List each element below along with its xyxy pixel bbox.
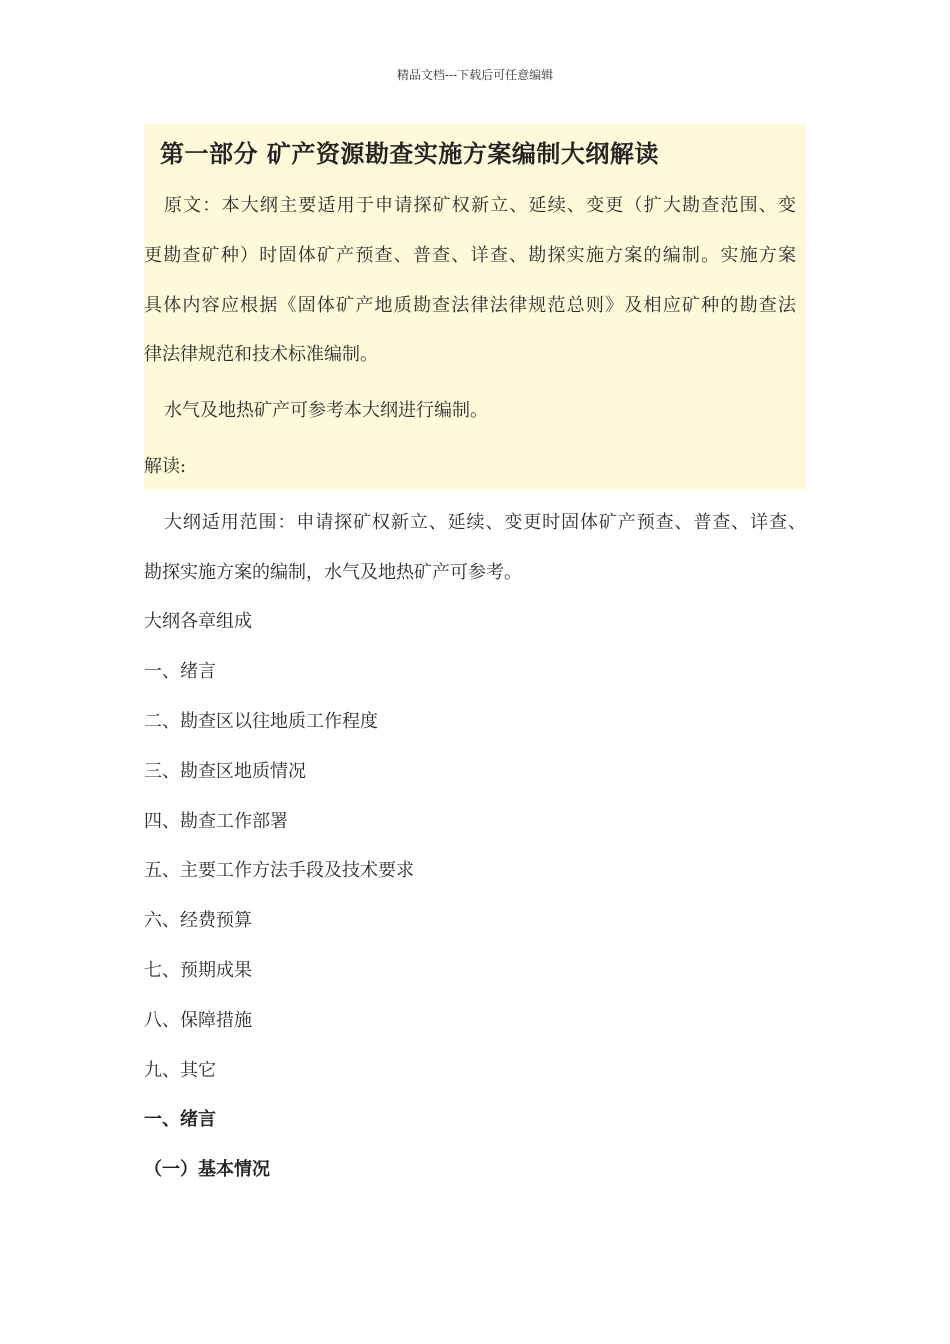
page-title: 第一部分 矿产资源勘查实施方案编制大纲解读 [160,139,659,168]
chapter-item: 一、绪言 [144,661,216,682]
scope-text-line-2: 勘探实施方案的编制，水气及地热矿产可参考。 [144,562,522,583]
chapter-item: 八、保障措施 [144,1010,252,1031]
original-text-line-4: 律法律规范和技术标准编制。 [144,344,378,365]
chapter-item: 九、其它 [144,1060,216,1081]
original-text-line-1: 原文：本大纲主要适用于申请探矿权新立、延续、变更（扩大勘查范围、变 [164,195,796,216]
original-text-line-2: 更勘查矿种）时固体矿产预查、普查、详查、勘探实施方案的编制。实施方案 [144,245,796,266]
chapter-item: 三、勘查区地质情况 [144,761,306,782]
chapter-item: 六、经费预算 [144,910,252,931]
chapter-item: 四、勘查工作部署 [144,811,288,832]
interpretation-label: 解读: [144,456,187,477]
section-subheading: （一）基本情况 [144,1159,270,1180]
outline-heading: 大纲各章组成 [144,611,252,632]
section-heading: 一、绪言 [144,1109,216,1130]
chapter-item: 七、预期成果 [144,960,252,981]
page-header: 精品文档---下载后可任意编辑 [396,68,554,82]
chapter-item: 五、主要工作方法手段及技术要求 [144,860,414,881]
original-text-line-3: 具体内容应根据《固体矿产地质勘查法律法律规范总则》及相应矿种的勘查法 [144,295,796,316]
scope-text-line-1: 大纲适用范围：申请探矿权新立、延续、变更时固体矿产预查、普查、详查、 [164,512,806,533]
chapter-item: 二、勘查区以往地质工作程度 [144,711,378,732]
original-note: 水气及地热矿产可参考本大纲进行编制。 [164,400,488,421]
